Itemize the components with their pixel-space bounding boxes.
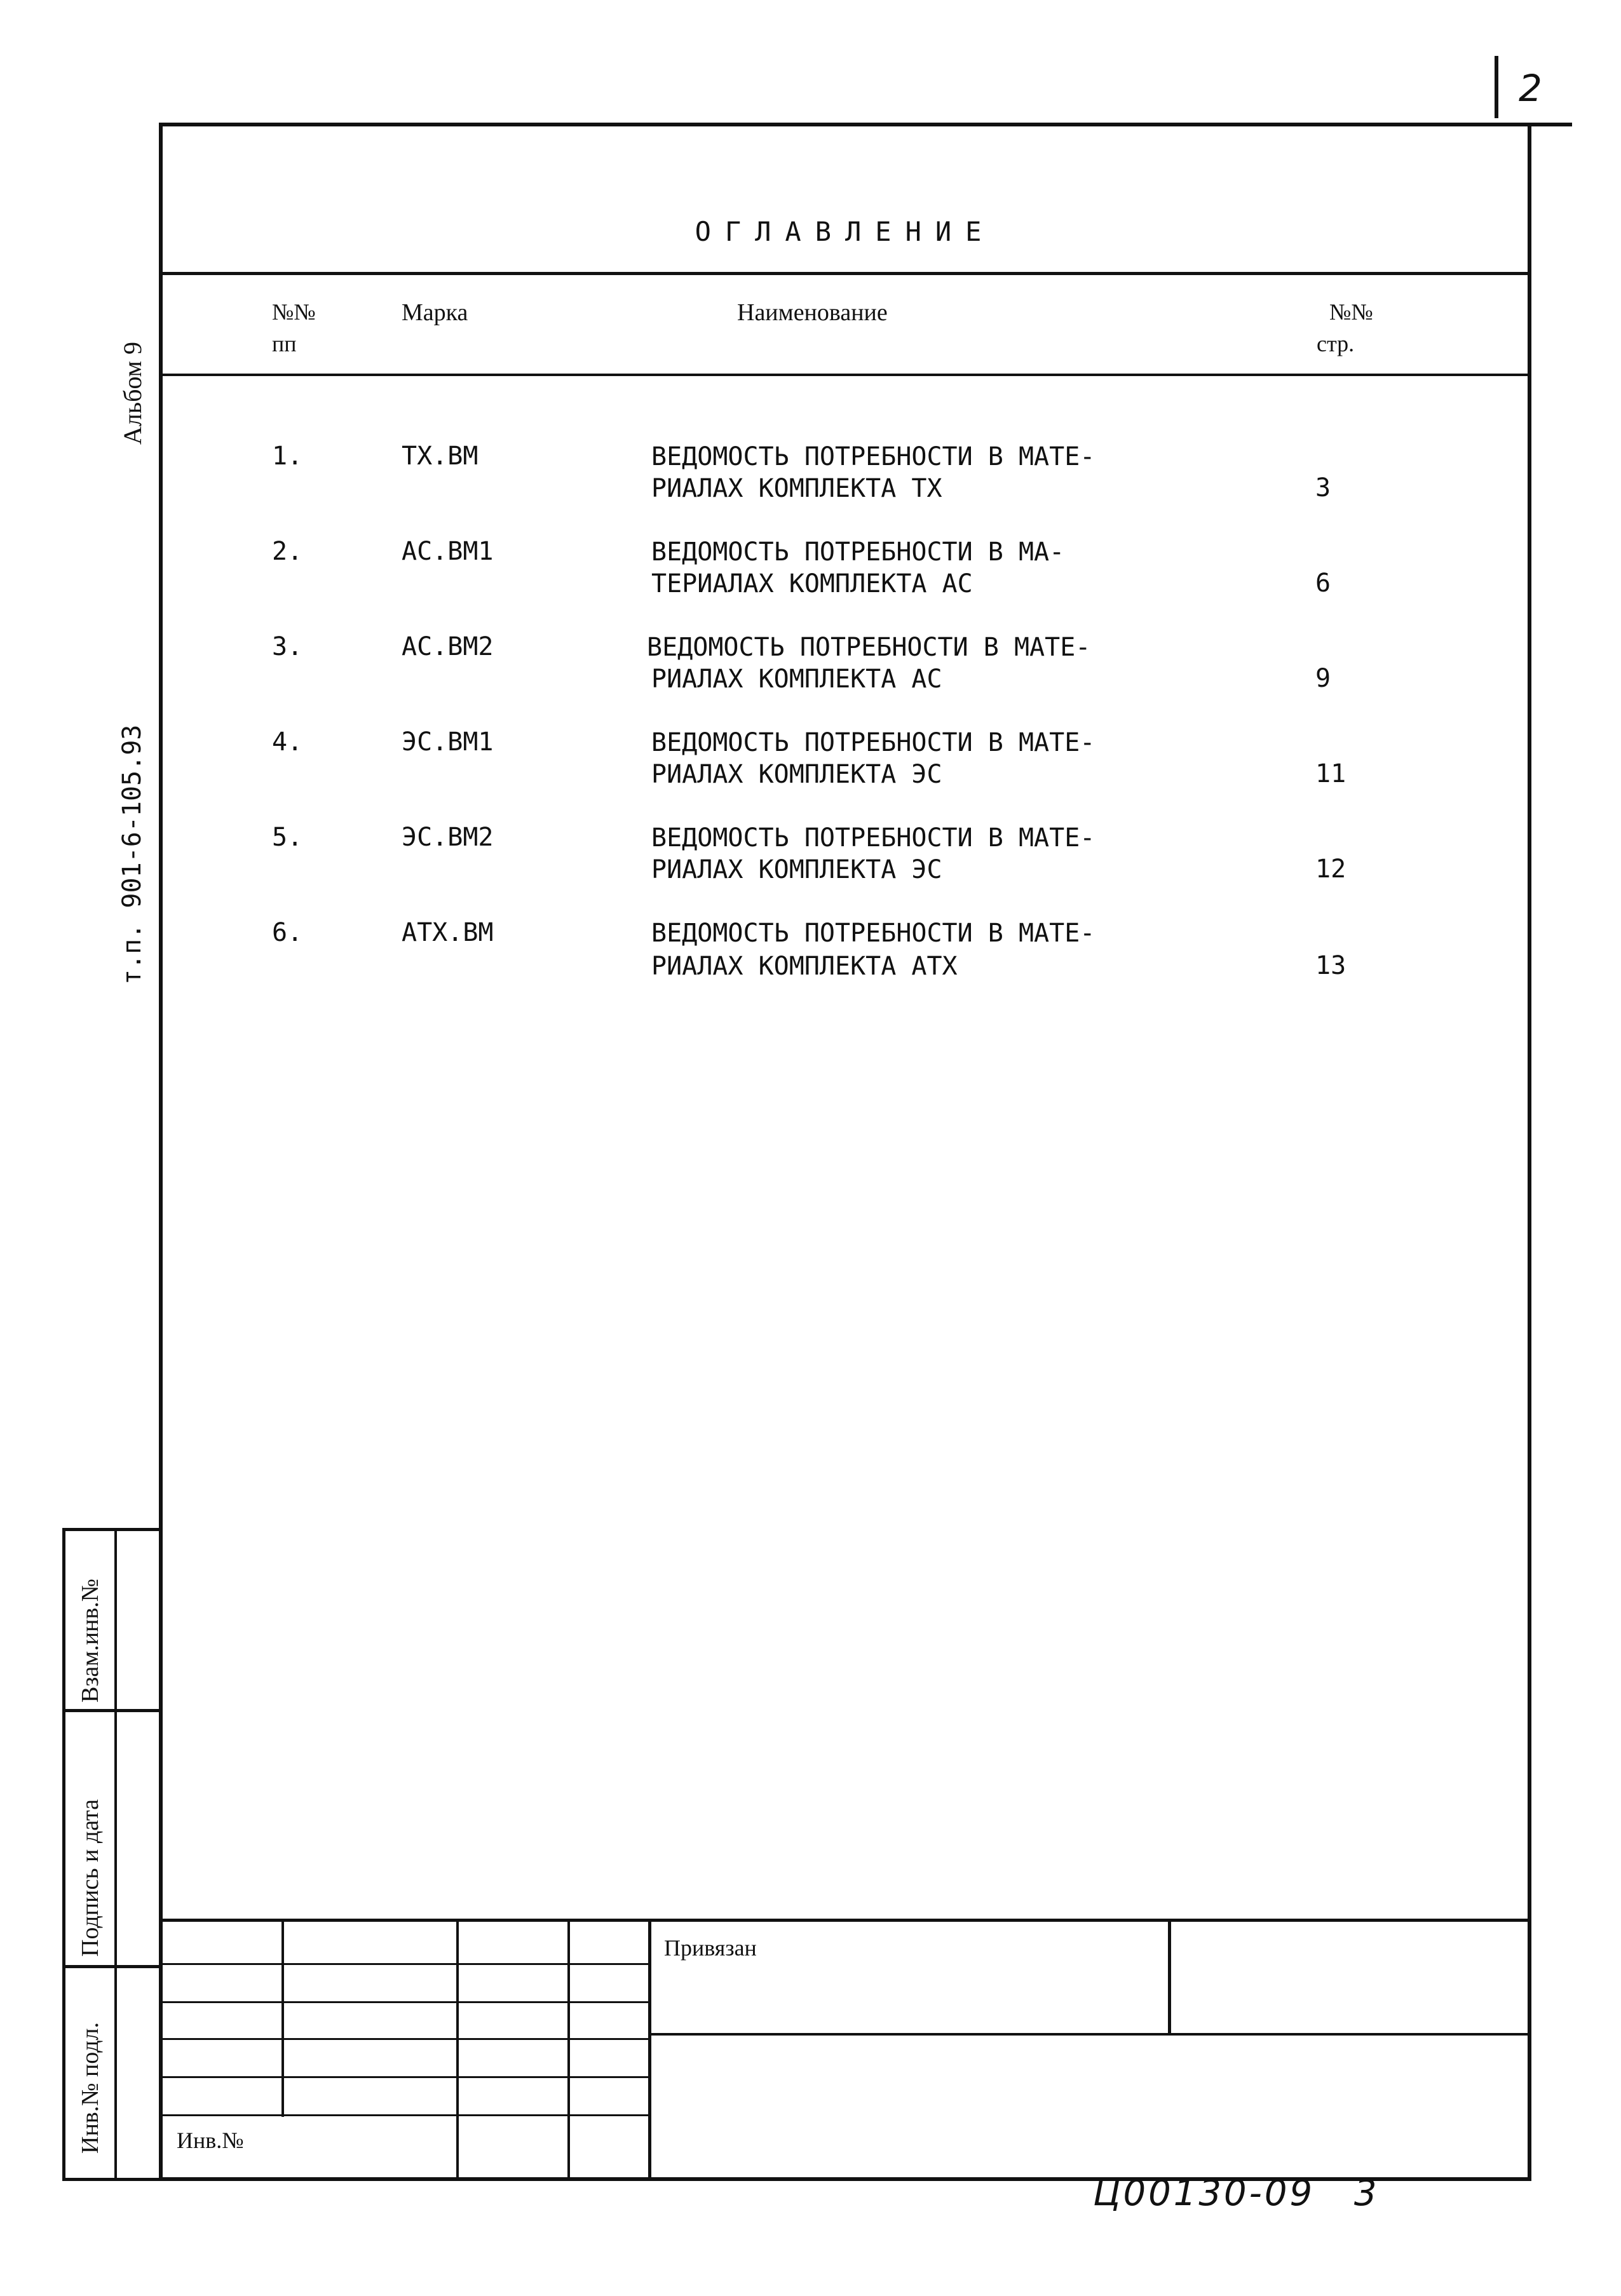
- footer-code-text: Ц00130-09: [1093, 2173, 1315, 2214]
- row-6-mark: АТХ.ВМ: [402, 918, 494, 947]
- row-2-name-line1: ВЕДОМОСТЬ ПОТРЕБНОСТИ В МА-: [651, 537, 1065, 567]
- tb-v2: [456, 1919, 459, 2179]
- project-code: т.п. 901-6-105.93: [118, 724, 147, 985]
- row-6-num: 6.: [272, 918, 303, 947]
- header-page-line2: стр.: [1317, 331, 1355, 356]
- header-num-line2: пп: [272, 331, 297, 356]
- row-1-num: 1.: [272, 442, 303, 471]
- footer-code: [1093, 2173, 1380, 2214]
- tb-h3: [159, 2038, 649, 2040]
- left-stamp-outer-left: [62, 1528, 65, 2179]
- row-4-name-line1: ВЕДОМОСТЬ ПОТРЕБНОСТИ В МАТЕ-: [651, 728, 1095, 757]
- row-5-name-line1: ВЕДОМОСТЬ ПОТРЕБНОСТИ В МАТЕ-: [651, 823, 1095, 853]
- row-3-name-line1: ВЕДОМОСТЬ ПОТРЕБНОСТИ В МАТЕ-: [647, 633, 1091, 662]
- page-title: ОГЛАВЛЕНИЕ: [695, 216, 996, 247]
- row-3-mark: АС.ВМ2: [402, 632, 494, 661]
- row-2-mark: АС.ВМ1: [402, 537, 494, 566]
- row-2-num: 2.: [272, 537, 303, 566]
- stamp-podpis-data: Подпись и дата: [77, 1799, 104, 1957]
- left-stamp-inner: [114, 1528, 117, 2179]
- row-5-mark: ЭС.ВМ2: [402, 823, 494, 852]
- stamp-vzam-inv: Взам.инв.№: [77, 1578, 104, 1703]
- row-2-name-line2: ТЕРИАЛАХ КОМПЛЕКТА АС: [651, 569, 973, 598]
- row-1-name-line1: ВЕДОМОСТЬ ПОТРЕБНОСТИ В МАТЕ-: [651, 442, 1095, 471]
- row-1-name-line2: РИАЛАХ КОМПЛЕКТА ТХ: [651, 474, 942, 503]
- page-number: 2: [1519, 67, 1542, 110]
- row-3-num: 3.: [272, 632, 303, 661]
- footer-page: 3: [1353, 2173, 1380, 2214]
- row-5-page: 12: [1315, 854, 1346, 884]
- left-stamp-div2: [62, 1965, 159, 1968]
- row-4-page: 11: [1315, 759, 1346, 788]
- tb-top: [159, 1919, 1531, 1922]
- left-stamp-div1: [62, 1709, 159, 1712]
- row-5-name-line2: РИАЛАХ КОМПЛЕКТА ЭС: [651, 855, 942, 884]
- tb-h5: [159, 2114, 649, 2116]
- header-bottom-rule: [159, 374, 1531, 376]
- tb-inv-no: Инв.№: [177, 2128, 244, 2153]
- tb-v4: [648, 1919, 651, 2179]
- row-5-num: 5.: [272, 823, 303, 852]
- row-6-name-line2: РИАЛАХ КОМПЛЕКТА АТХ: [651, 952, 958, 981]
- row-4-name-line2: РИАЛАХ КОМПЛЕКТА ЭС: [651, 760, 942, 789]
- tb-h4: [159, 2076, 649, 2078]
- row-6-name-line1: ВЕДОМОСТЬ ПОТРЕБНОСТИ В МАТЕ-: [651, 919, 1095, 948]
- row-4-num: 4.: [272, 727, 303, 757]
- row-2-page: 6: [1315, 569, 1331, 598]
- tb-h1: [159, 1963, 649, 1965]
- tb-h2: [159, 2001, 649, 2003]
- row-1-mark: ТХ.ВМ: [402, 442, 478, 471]
- row-1-page: 3: [1315, 473, 1331, 503]
- album-label: Альбом 9: [118, 342, 147, 445]
- header-top-rule: [159, 272, 1531, 275]
- main-frame: [159, 123, 1531, 2181]
- stamp-inv-podl: Инв.№ подл.: [77, 2022, 104, 2154]
- tb-privyazan: Привязан: [664, 1935, 757, 1961]
- header-page-line1: №№: [1329, 299, 1373, 325]
- page-number-tick: [1495, 56, 1498, 118]
- tb-v1: [281, 1919, 284, 2117]
- top-right-extension: [1528, 123, 1572, 126]
- tb-h-right: [648, 2033, 1531, 2036]
- left-stamp-top: [62, 1528, 159, 1531]
- header-num-line1: №№: [272, 299, 316, 325]
- tb-v5: [1168, 1919, 1171, 2034]
- row-4-mark: ЭС.ВМ1: [402, 727, 494, 757]
- header-mark: Марка: [402, 299, 468, 326]
- header-name: Наименование: [737, 299, 888, 326]
- tb-v3: [567, 1919, 570, 2179]
- row-3-page: 9: [1315, 664, 1331, 693]
- row-6-page: 13: [1315, 951, 1346, 980]
- row-3-name-line2: РИАЛАХ КОМПЛЕКТА АС: [651, 665, 942, 694]
